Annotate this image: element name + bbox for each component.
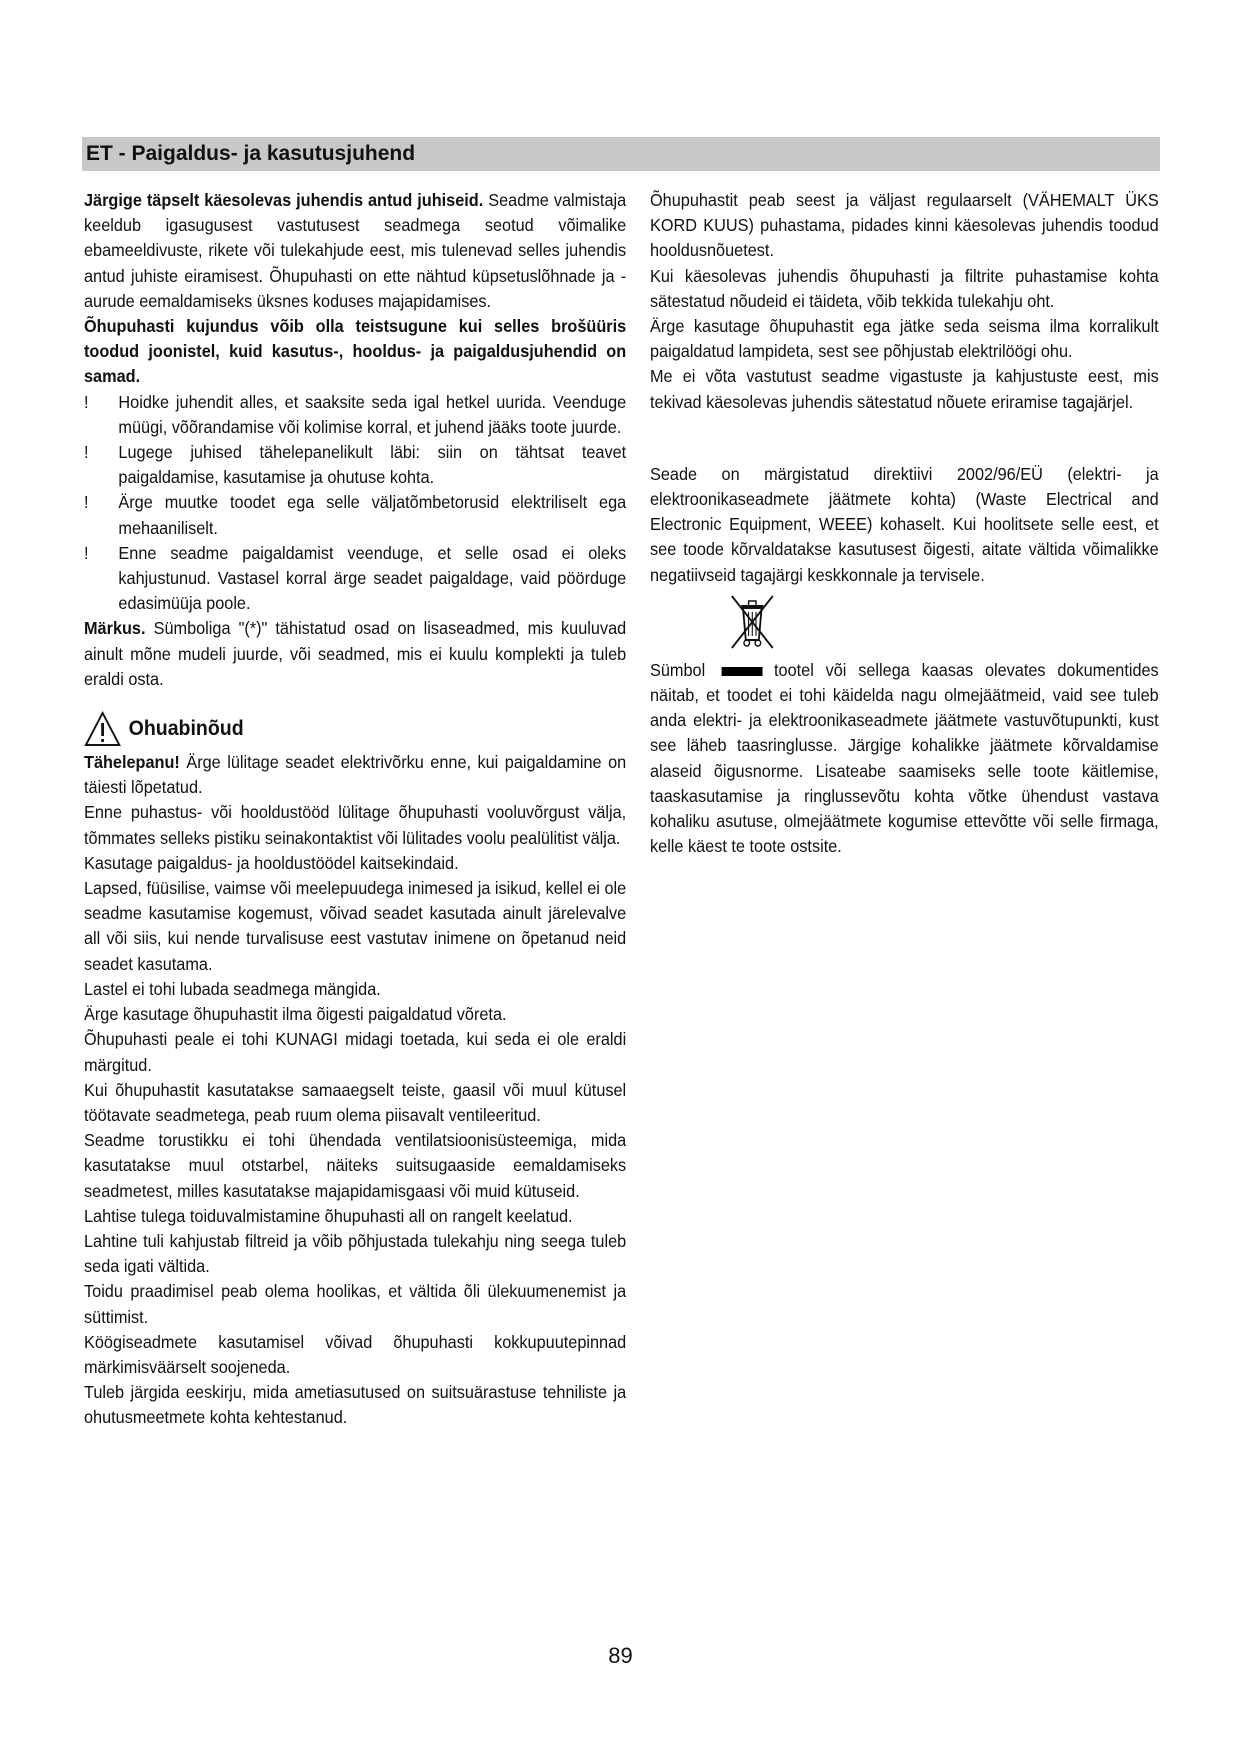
- safety-paragraph: Kasutage paigaldus- ja hooldustöödel kaitsekindaid.: [84, 852, 459, 873]
- bullet-text: Lugege juhised tähelepanelikult läbi: siin on tähtsat teavet paigaldamise, kasutamise ja ohutuse kohta.: [118, 442, 627, 488]
- safety-paragraph: Lahtise tulega toiduvalmistamine õhupuhasti all on rangelt keelatud.: [84, 1205, 573, 1226]
- header-bar: [82, 137, 1160, 171]
- bullet-mark: !: [84, 492, 89, 513]
- intro-bold: Järgige täpselt käesolevas juhendis antud juhiseid.: [84, 190, 484, 210]
- bullet-mark: !: [84, 542, 89, 563]
- left-column: [84, 188, 626, 1431]
- bullet-mark: !: [84, 442, 89, 463]
- safety-paragraph: Enne puhastus- või hooldustööd lülitage õhupuhasti vooluvõrgust välja, tõmmates selleks pistiku seinakontaktist või lülitades voolu pealülitist välja.: [84, 802, 627, 848]
- safety-paragraph: Toidu praadimisel peab olema hoolikas, et vältida õli ülekuumenemist ja süttimist.: [84, 1281, 627, 1327]
- maintenance-paragraph: Me ei võta vastutust seadme vigastuste ja kahjustuste eest, mis tekivad käesolevas juhendis sätestatud nõuete eriramise tagajärjel.: [650, 366, 1159, 412]
- bullet-mark: !: [84, 391, 89, 412]
- safety-paragraph: Lapsed, füüsilise, vaimse või meelepuudega inimesed ja isikud, kellel ei ole seadme kasutamise kogemust, võivad seadet kasutada ainult järelevalve all või siis, kui nende turvalisuse eest vastutav inimene on õpetanud neid seadet kasutama.: [84, 878, 627, 974]
- symbol-word: Sümbol: [650, 659, 706, 680]
- bullet-item: [84, 490, 626, 540]
- symbol-text: tootel või sellega kaasas olevates dokumentides näitab, et toodet ei tohi käidelda nagu olmejäätmeid, vaid see tuleb anda elektri- ja elektroonikaseadmete jäätmete vastuvõtupunkti, kust see läheb taasringlusse. Järgige kohalikke jäätmete kõrvaldamise alaseid õigusnorme. Lisateabe saamiseks selle toote käitlemise, taaskasutamise ja ringlussevõtu kohta võtke ühendust vastava kohaliku asutuse, olmejäätmete kogumise ettevõtte või selle firmaga, kelle käest te toote ostsite.: [650, 659, 1159, 857]
- bullet-item: [84, 440, 626, 490]
- maintenance-paragraph: Õhupuhastit peab seest ja väljast regulaarselt (VÄHEMALT ÜKS KORD KUUS) puhastama, pidades kinni käesolevas juhendis toodud hooldusnõuetest.: [650, 190, 1159, 261]
- bullet-item: [84, 390, 626, 440]
- intro-text: Seadme valmistaja keeldub igasugusest vastutusest seadmega seotud võimalike ebameeldivuste, rikete või tulekahjude eest, mis tulenevad selles juhendis antud juhiste eiramisest. Õhupuhasti on ette nähtud küpsetuslõhnade ja -aurude eemaldamiseks üksnes koduses majapidamises.: [84, 190, 627, 311]
- bullet-text: Ärge muutke toodet ega selle väljatõmbetorusid elektriliselt ega mehaaniliselt.: [118, 492, 627, 538]
- page-number: 89: [608, 1643, 633, 1668]
- safety-paragraph: Ärge kasutage õhupuhastit ilma õigesti paigaldatud võreta.: [84, 1004, 507, 1025]
- crossed-bin-icon: [726, 592, 778, 658]
- weee-bar-mark: [722, 667, 763, 676]
- safety-paragraph: Seadme torustikku ei tohi ühendada ventilatsioonisüsteemiga, mida kasutatakse muul otstarbel, näiteks suitsugaaside eemaldamiseks seadmetest, milles kasutatakse majapidamisgaasi või muid kütuseid.: [84, 1130, 627, 1201]
- note-text: Sümboliga "(*)" tähistatud osad on lisaseadmed, mis kuuluvad ainult mõne mudeli juurde, või seadmed, mis ei kuulu komplekti ja tuleb eraldi osta.: [84, 618, 627, 689]
- right-column: [650, 188, 1159, 859]
- safety-paragraph: Lahtine tuli kahjustab filtreid ja võib põhjustada tulekahju ning seega tuleb seda igati vältida.: [84, 1230, 627, 1277]
- bullet-item: [84, 541, 626, 617]
- maintenance-paragraph: Ärge kasutage õhupuhastit ega jätke seda seisma ilma korralikult paigaldatud lampideta, sest see põhjustab elektrilöögi ohu.: [650, 316, 1159, 362]
- weee-paragraph: Seade on märgistatud direktiivi 2002/96/EÜ (elektri- ja elektroonikaseadmete jäätmete kohta) (Waste Electrical and Electronic Equipment, WEEE) kohaselt. Kui hoolitsete selle eest, et see toode kõrvaldatakse kasutusest õigesti, aitate vältida võimalikke negatiivseid tagajärgi keskkonnale ja tervisele.: [650, 463, 1159, 585]
- safety-title: Ohuabinõud: [128, 717, 244, 741]
- attention-label: Tähelepanu!: [84, 752, 180, 773]
- note-label: Märkus.: [84, 618, 146, 639]
- page-title: ET - Paigaldus- ja kasutusjuhend: [86, 142, 416, 165]
- safety-paragraph: Õhupuhasti peale ei tohi KUNAGI midagi toetada, kui seda ei ole eraldi märgitud.: [84, 1029, 627, 1075]
- attention-paragraph: [84, 750, 626, 800]
- bullet-text: Hoidke juhendit alles, et saaksite seda igal hetkel uurida. Veenduge müügi, võõrandamise või kolimise korral, et juhend jääks toote juurde.: [118, 391, 627, 437]
- safety-paragraph: Köögiseadmete kasutamisel võivad õhupuhasti kokkupuutepinnad märkimisväärselt soojeneda.: [84, 1331, 627, 1377]
- intro-paragraph: [84, 188, 626, 314]
- note-paragraph: [84, 616, 626, 692]
- safety-paragraph: Lastel ei tohi lubada seadmega mängida.: [84, 978, 381, 999]
- design-note: Õhupuhasti kujundus võib olla teistsugune kui selles brošüüris toodud joonistel, kuid kasutus-, hooldus- ja paigaldusjuhendid on samad.: [84, 316, 627, 387]
- maintenance-paragraph: Kui käesolevas juhendis õhupuhasti ja filtrite puhastamise kohta sätestatud nõudeid ei täideta, võib tekkida tulekahju oht.: [650, 265, 1159, 311]
- weee-symbol-row: [650, 588, 1159, 658]
- attention-text: Ärge lülitage seadet elektrivõrku enne, kui paigaldamine on täiesti lõpetatud.: [84, 752, 627, 798]
- safety-section-title: [84, 708, 626, 750]
- symbol-paragraph: [650, 658, 1159, 860]
- safety-paragraph: Tuleb järgida eeskirju, mida ametiasutused on suitsuärastuse tehniliste ja ohutusmeetmete kohta kehtestanud.: [84, 1382, 627, 1428]
- safety-paragraph: Kui õhupuhastit kasutatakse samaaegselt teiste, gaasil või muul kütusel töötavate seadmetega, peab ruum olema piisavalt ventileeritud.: [84, 1079, 627, 1125]
- bullet-text: Enne seadme paigaldamist veenduge, et selle osad ei oleks kahjustunud. Vastasel korral ärge seadet paigaldage, vaid pöörduge edasimüüja poole.: [118, 542, 627, 614]
- warning-triangle-icon: [84, 711, 121, 747]
